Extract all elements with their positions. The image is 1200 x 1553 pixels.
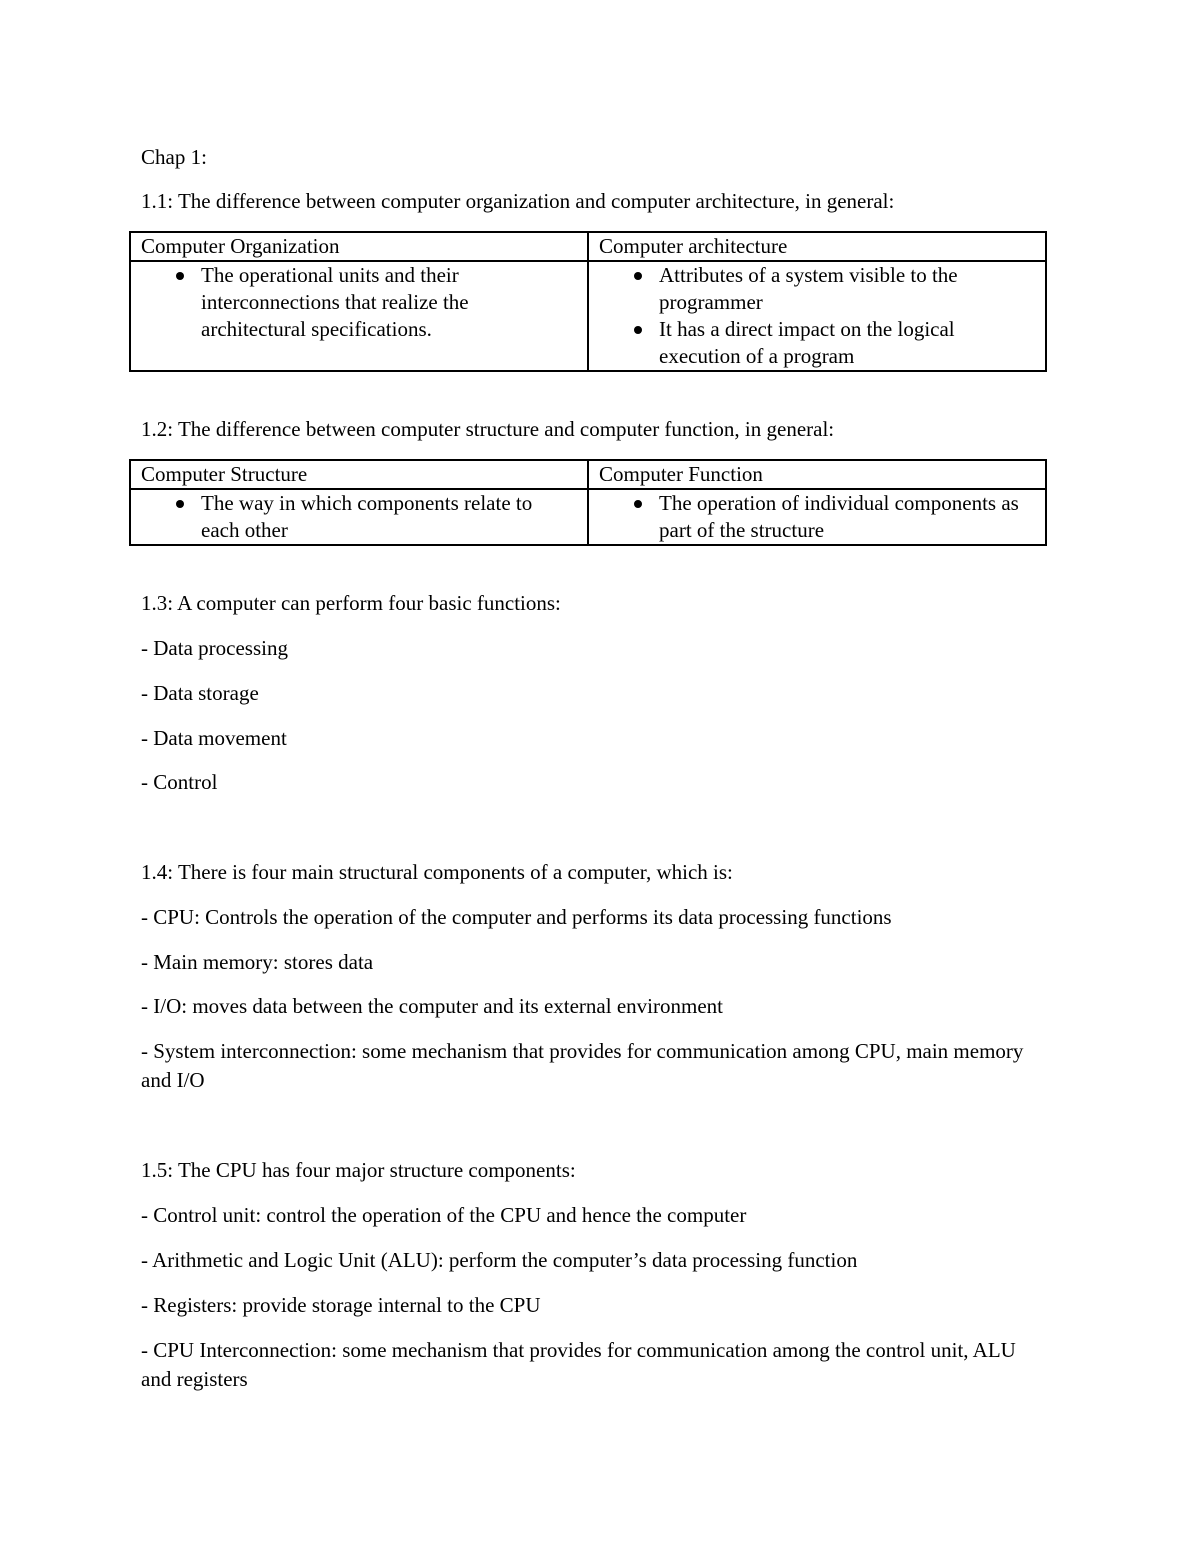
function-bullet-list (599, 490, 1035, 544)
bullet-item: The way in which components relate to each other (141, 490, 577, 544)
list-item: - Main memory: stores data (141, 950, 374, 974)
list-item: - Data storage (141, 681, 259, 705)
section-1-4-heading: 1.4: There is four main structural components of a computer, which is: (141, 860, 733, 884)
bullet-item: The operation of individual components as part of the structure (599, 490, 1035, 544)
header-cell-organization: Computer Organization (130, 232, 588, 261)
list-item: - CPU Interconnection: some mechanism that provides for communication among the control unit, ALU and registers (141, 1338, 1016, 1391)
table-body-row (130, 261, 1046, 371)
list-item: - Data processing (141, 636, 288, 660)
section-1-1-heading: 1.1: The difference between computer organization and computer architecture, in general: (141, 189, 895, 213)
chapter-title: Chap 1: (141, 145, 207, 169)
list-item: - System interconnection: some mechanism that provides for communication among CPU, main memory and I/O (141, 1039, 1024, 1092)
table-header-row (130, 460, 1046, 489)
organization-bullet-list (141, 262, 577, 343)
architecture-bullet-list (599, 262, 1035, 370)
list-item: - I/O: moves data between the computer and its external environment (141, 994, 723, 1018)
header-cell-function: Computer Function (588, 460, 1046, 489)
list-item: - Arithmetic and Logic Unit (ALU): perform the computer’s data processing function (141, 1248, 858, 1272)
structure-cell (130, 489, 588, 545)
list-item: - Data movement (141, 726, 287, 750)
list-item: - Control unit: control the operation of the CPU and hence the computer (141, 1203, 747, 1227)
list-item: - Control (141, 770, 218, 794)
list-item: - Registers: provide storage internal to the CPU (141, 1293, 541, 1317)
architecture-cell (588, 261, 1046, 371)
bullet-item: It has a direct impact on the logical execution of a program (599, 316, 1035, 370)
section-1-2-heading: 1.2: The difference between computer structure and computer function, in general: (141, 417, 835, 441)
bullet-item: Attributes of a system visible to the programmer (599, 262, 1035, 316)
function-cell (588, 489, 1046, 545)
header-cell-architecture: Computer architecture (588, 232, 1046, 261)
bullet-item: The operational units and their interconnections that realize the architectural specifications. (141, 262, 577, 343)
organization-vs-architecture-table (129, 231, 1047, 372)
table-header-row (130, 232, 1046, 261)
header-cell-structure: Computer Structure (130, 460, 588, 489)
list-item: - CPU: Controls the operation of the computer and performs its data processing functions (141, 905, 892, 929)
section-1-3-heading: 1.3: A computer can perform four basic functions: (141, 591, 561, 615)
section-1-5-heading: 1.5: The CPU has four major structure components: (141, 1158, 576, 1182)
structure-vs-function-table (129, 459, 1047, 546)
structure-bullet-list (141, 490, 577, 544)
organization-cell (130, 261, 588, 371)
table-body-row (130, 489, 1046, 545)
